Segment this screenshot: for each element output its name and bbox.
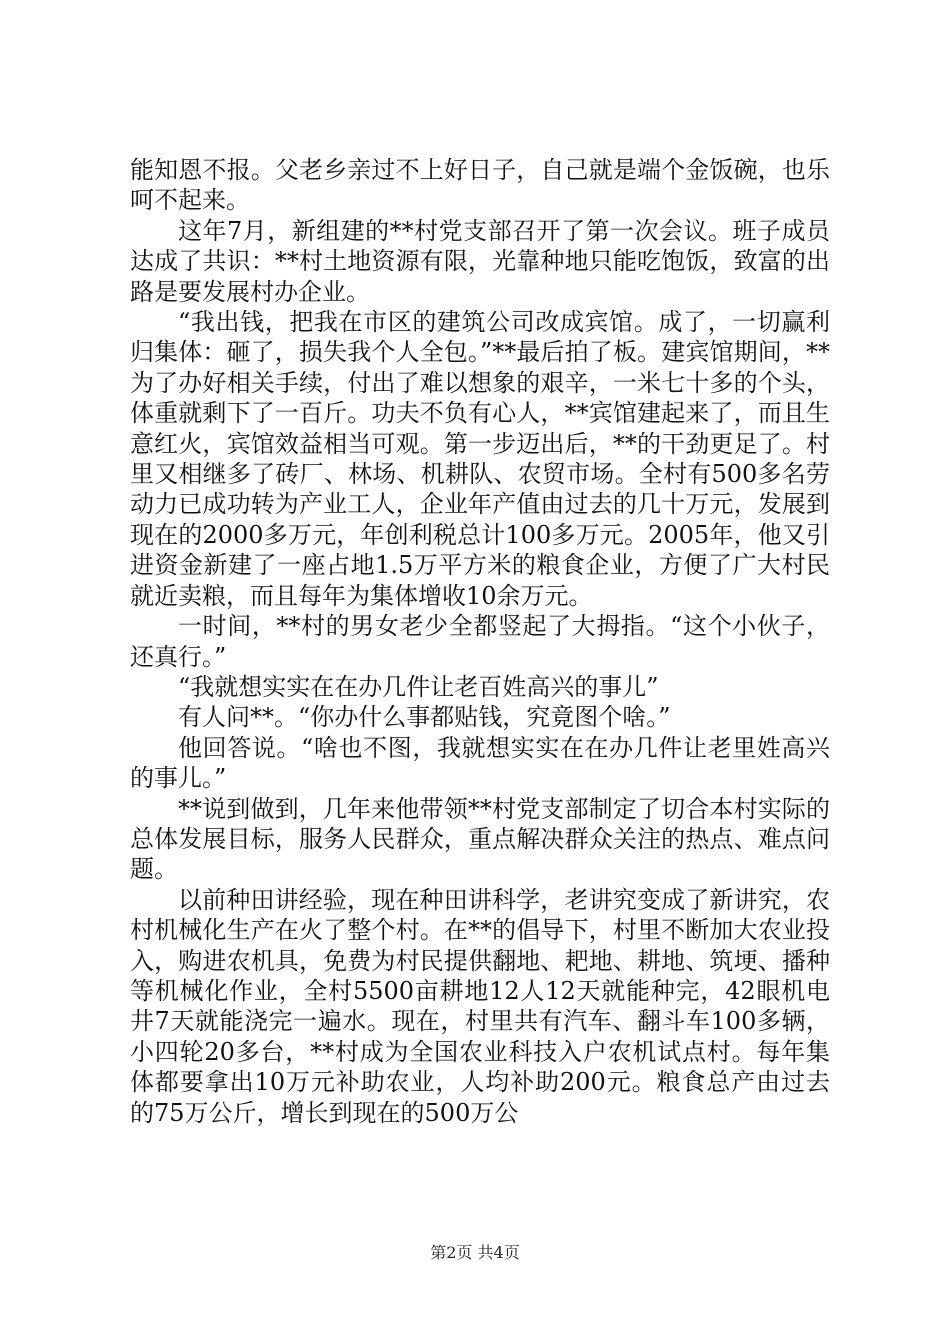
- paragraph-3: “我出钱，把我在市区的建筑公司改成宾馆。成了，一切赢利归集体：砸了，损失我个人全包。”**最后拍了板。建宾馆期间，**为了办好相关手续，付出了难以想象的艰辛，一米七十多的个头，体重就剩下了一百斤。功夫不负有心人，**宾馆建起来了，而且生意红火，宾馆效益相当可观。第一步迈出后，**的干劲更足了。村里又相继多了砖厂、林场、机耕队、农贸市场。全村有500多名劳动力已成功转为产业工人，企业年产值由过去的几十万元，发展到现在的2000多万元，年创利税总计100多万元。2005年，他又引进资金新建了一座占地1.5万平方米的粮食企业，方便了广大村民就近卖粮，而且每年为集体增收10余万元。: [130, 308, 830, 610]
- paragraph-1: 能知恩不报。父老乡亲过不上好日子，自己就是端个金饭碗，也乐呵不起来。: [130, 156, 830, 215]
- page-number-footer: 第2页 共4页: [430, 1243, 520, 1262]
- paragraph-6: 有人问**。“你办什么事都贴钱，究竟图个啥。”: [178, 703, 671, 732]
- document-body: [130, 155, 830, 1128]
- paragraph-8: **说到做到，几年来他带领**村党支部制定了切合本村实际的总体发展目标，服务人民群众，重点解决群众关注的热点、难点问题。: [130, 794, 830, 884]
- paragraph-2: 这年7月，新组建的**村党支部召开了第一次会议。班子成员达成了共识：**村土地资源有限，光靠种地只能吃饱饭，致富的出路是要发展村办企业。: [130, 216, 830, 306]
- paragraph-7: 他回答说。“啥也不图，我就想实实在在办几件让老里姓高兴的事儿。”: [130, 733, 830, 793]
- paragraph-9: 以前种田讲经验，现在种田讲科学，老讲究变成了新讲究，农村机械化生产在火了整个村。在**的倡导下，村里不断加大农业投入，购进农机具，免费为村民提供翻地、耙地、耕地、筑埂、播种等机械化作业，全村5500亩耕地12人12天就能种完，42眼机电井7天就能浇完一遍水。现在，村里共有汽车、翻斗车100多辆，小四轮20多台，**村成为全国农业科技入户农机试点村。每年集体都要拿出10万元补助农业，人均补助200元。粮食总产由过去的75万公斤，增长到现在的500万公: [130, 885, 830, 1127]
- section-heading-quote: “我就想实实在在办几件让老百姓高兴的事儿”: [178, 672, 659, 701]
- paragraph-4: 一时间，**村的男女老少全都竖起了大拇指。“这个小伙子，还真行。”: [130, 612, 830, 671]
